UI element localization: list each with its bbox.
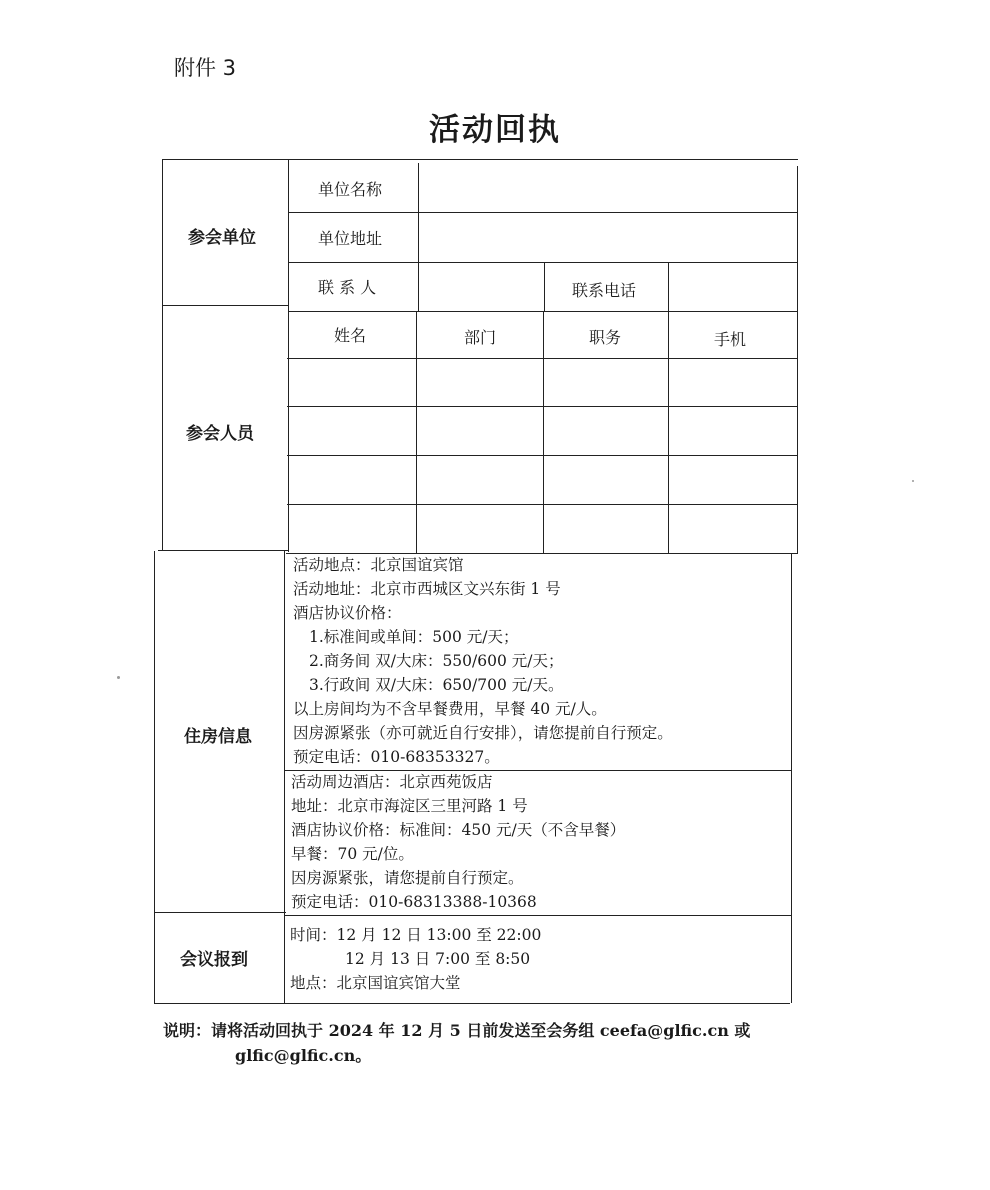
attendee-section-label: 参会人员 (186, 424, 254, 444)
unit-address-label: 单位地址 (318, 229, 383, 248)
page-title: 活动回执 (429, 112, 561, 148)
hotel1-price-standard: 1.标准间或单间：500 元/天； (309, 628, 519, 646)
attendee-row[interactable] (289, 506, 795, 552)
hotel1-booking-note: 因房源紧张（亦可就近自行安排），请您提前自行预定。 (293, 724, 673, 742)
registration-section-label: 会议报到 (180, 950, 248, 970)
attendee-row[interactable] (289, 360, 795, 405)
hotel1-phone: 预定电话：010-68353327。 (293, 748, 500, 766)
column-header-name: 姓名 (334, 326, 367, 345)
column-header-position: 职务 (589, 328, 622, 347)
hotel1-info (293, 553, 673, 769)
scan-speck (117, 676, 120, 679)
hotel2-breakfast: 早餐：70 元/位。 (291, 845, 414, 863)
hotel2-address: 地址：北京市海淀区三里河路 1 号 (291, 797, 528, 815)
submission-note-line2: glfic@glfic.cn。 (235, 1046, 372, 1065)
hotel2-booking-note: 因房源紧张，请您提前自行预定。 (291, 869, 524, 887)
registration-time-day2: 12 月 13 日 7:00 至 8:50 (345, 950, 531, 968)
submission-note (163, 1018, 750, 1068)
contact-person-label: 联 系 人 (318, 278, 377, 297)
hotel2-name: 活动周边酒店：北京西苑饭店 (291, 773, 493, 791)
registration-location: 地点：北京国谊宾馆大堂 (290, 974, 461, 992)
attachment-label: 附件 3 (174, 56, 237, 80)
unit-name-field[interactable] (420, 165, 796, 211)
registration-info (290, 923, 541, 995)
column-header-mobile: 手机 (714, 330, 747, 349)
hotel2-phone: 预定电话：010-68313388-10368 (291, 893, 537, 911)
lodging-section-label: 住房信息 (184, 727, 252, 747)
hotel1-price-executive: 3.行政间 双/大床：650/700 元/天。 (309, 676, 564, 694)
hotel2-info (291, 770, 625, 914)
unit-section-label: 参会单位 (188, 228, 256, 248)
contact-phone-field[interactable] (670, 264, 796, 310)
hotel1-price-heading: 酒店协议价格： (293, 604, 402, 622)
column-header-department: 部门 (464, 328, 497, 347)
scan-speck (912, 480, 914, 482)
hotel1-price-business: 2.商务间 双/大床：550/600 元/天； (309, 652, 564, 670)
hotel2-price: 酒店协议价格：标准间：450 元/天（不含早餐） (291, 821, 626, 839)
hotel1-venue: 活动地点：北京国谊宾馆 (293, 556, 464, 574)
attendee-row[interactable] (289, 457, 795, 503)
contact-person-field[interactable] (420, 264, 543, 310)
contact-phone-label: 联系电话 (572, 281, 637, 300)
submission-note-line1: 说明：请将活动回执于 2024 年 12 月 5 日前发送至会务组 ceefa@glfic.cn 或 (163, 1021, 751, 1040)
hotel1-address: 活动地址：北京市西城区文兴东街 1 号 (293, 580, 561, 598)
hotel1-breakfast-note: 以上房间均为不含早餐费用，早餐 40 元/人。 (293, 700, 607, 718)
unit-address-field[interactable] (420, 214, 796, 261)
registration-time-day1: 时间：12 月 12 日 13:00 至 22:00 (290, 926, 542, 944)
unit-name-label: 单位名称 (318, 180, 383, 199)
attendee-row[interactable] (289, 408, 795, 454)
